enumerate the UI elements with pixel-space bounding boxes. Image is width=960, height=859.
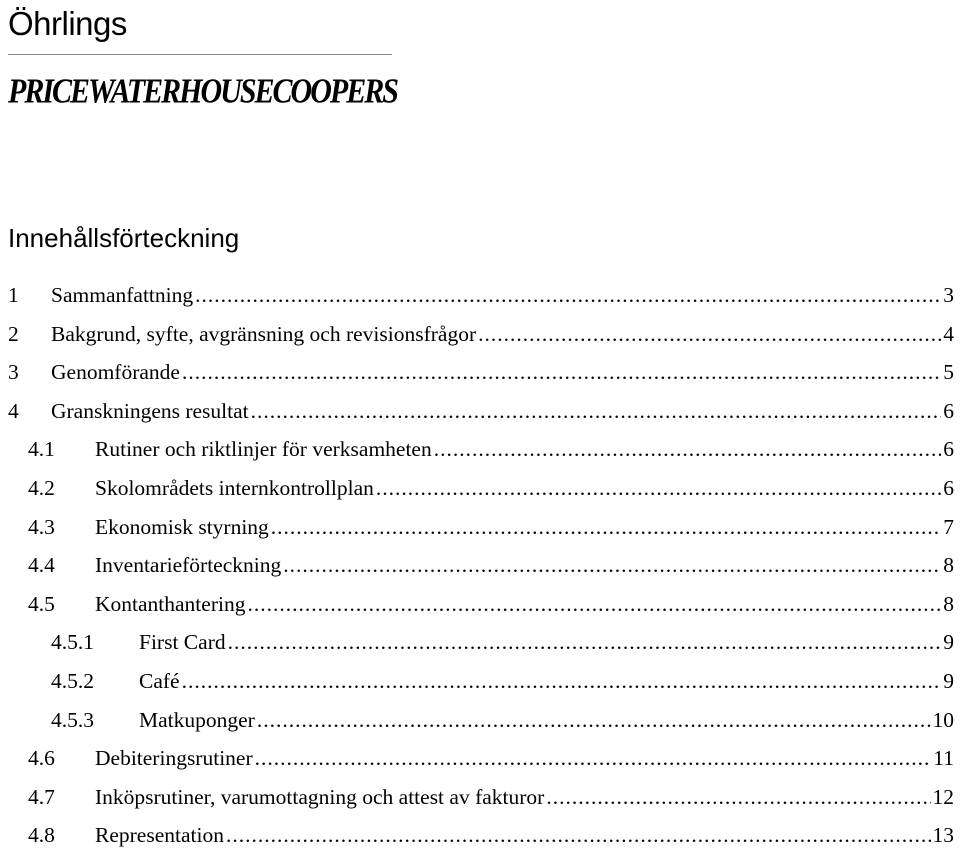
toc-entry-title: Rutiner och riktlinjer för verksamheten	[95, 437, 432, 462]
toc-entry-page: 11	[933, 746, 954, 771]
toc-entry-title: Café	[139, 668, 180, 693]
toc-entry-page: 4	[943, 321, 954, 346]
toc-entry-page: 9	[943, 630, 954, 655]
toc-entry-page: 12	[932, 784, 954, 809]
toc-entry-title: Sammanfattning	[51, 283, 194, 307]
toc-entry[interactable]	[0, 623, 960, 662]
toc-entry-title: Skolområdets internkontrollplan	[95, 475, 374, 500]
toc-dot-leader	[257, 701, 931, 740]
toc-dot-leader	[182, 353, 941, 392]
toc-entry-number: 4.2	[28, 475, 55, 500]
toc-entry-title: Granskningens resultat	[51, 398, 249, 423]
toc-entry-page: 13	[932, 823, 954, 848]
toc-dot-leader	[271, 508, 941, 547]
toc-dot-leader	[255, 739, 932, 778]
toc-entry-page: 5	[943, 360, 954, 385]
toc-entry-title: Inköpsrutiner, varumottagning och attest av fakturor	[95, 784, 545, 809]
toc-entry-title: Inventarieförteckning	[95, 553, 282, 578]
toc-entry[interactable]	[0, 430, 960, 469]
header-divider	[8, 54, 392, 55]
toc-entry-title: Kontanthantering	[95, 591, 246, 616]
toc-dot-leader	[376, 469, 941, 508]
toc-entry-page: 8	[943, 591, 954, 616]
toc-entry-number: 4.5	[28, 591, 55, 616]
toc-entry-number: 4.7	[28, 784, 55, 809]
logo-wordmark: PRICEWATERHOUSECOOPERS	[8, 72, 397, 111]
toc-entry-page: 3	[943, 283, 954, 307]
toc-entry[interactable]	[0, 816, 960, 855]
toc-dot-leader	[226, 816, 931, 855]
toc-entry[interactable]	[0, 585, 960, 624]
toc-dot-leader	[251, 392, 942, 431]
toc-entry[interactable]	[0, 392, 960, 431]
toc-entry[interactable]	[0, 778, 960, 817]
toc-entry-title: Representation	[95, 823, 224, 848]
toc-entry[interactable]	[0, 353, 960, 392]
toc-entry-page: 6	[943, 475, 954, 500]
toc-dot-leader	[228, 623, 942, 662]
toc-entry-page: 8	[943, 553, 954, 578]
toc-dot-leader	[478, 315, 941, 354]
toc-entry-number: 4.8	[28, 823, 55, 848]
toc-entry-number: 3	[8, 360, 19, 385]
toc-entry-number: 1	[8, 283, 19, 307]
company-logo	[8, 69, 398, 115]
table-of-contents	[0, 276, 960, 855]
toc-dot-leader	[283, 546, 941, 585]
toc-entry-number: 4.6	[28, 746, 55, 771]
toc-entry-number: 4.4	[28, 553, 55, 578]
toc-dot-leader	[247, 585, 941, 624]
brand-name: Öhrlings	[8, 5, 127, 42]
toc-entry-number: 4.5.1	[51, 630, 94, 655]
toc-entry-number: 4.5.3	[51, 707, 94, 732]
toc-entry[interactable]	[0, 508, 960, 547]
toc-entry-number: 4	[8, 398, 19, 423]
toc-entry-title: Matkuponger	[139, 707, 255, 732]
toc-entry-title: First Card	[139, 630, 226, 655]
toc-entry[interactable]	[0, 276, 960, 315]
toc-entry[interactable]	[0, 315, 960, 354]
toc-entry-title: Debiteringsrutiner	[95, 746, 253, 771]
toc-entry-number: 4.1	[28, 437, 55, 462]
toc-dot-leader	[434, 430, 942, 469]
toc-entry-page: 9	[943, 668, 954, 693]
toc-entry[interactable]	[0, 701, 960, 740]
toc-entry-page: 6	[943, 437, 954, 462]
toc-entry[interactable]	[0, 546, 960, 585]
toc-entry-title: Genomförande	[51, 360, 180, 385]
toc-dot-leader	[195, 276, 941, 315]
toc-entry[interactable]	[0, 469, 960, 508]
toc-entry-page: 6	[943, 398, 954, 423]
toc-entry[interactable]	[0, 739, 960, 778]
toc-dot-leader	[546, 778, 930, 817]
toc-entry-number: 4.5.2	[51, 668, 94, 693]
toc-entry-title: Bakgrund, syfte, avgränsning och revisionsfrågor	[51, 321, 477, 346]
toc-entry-page: 7	[943, 514, 954, 539]
toc-entry-page: 10	[932, 707, 954, 732]
toc-entry-number: 2	[8, 321, 19, 346]
toc-dot-leader	[182, 662, 942, 701]
toc-entry-title: Ekonomisk styrning	[95, 514, 269, 539]
toc-entry[interactable]	[0, 662, 960, 701]
toc-title: Innehållsförteckning	[8, 223, 240, 253]
toc-entry-number: 4.3	[28, 514, 55, 539]
document-header	[8, 4, 398, 115]
